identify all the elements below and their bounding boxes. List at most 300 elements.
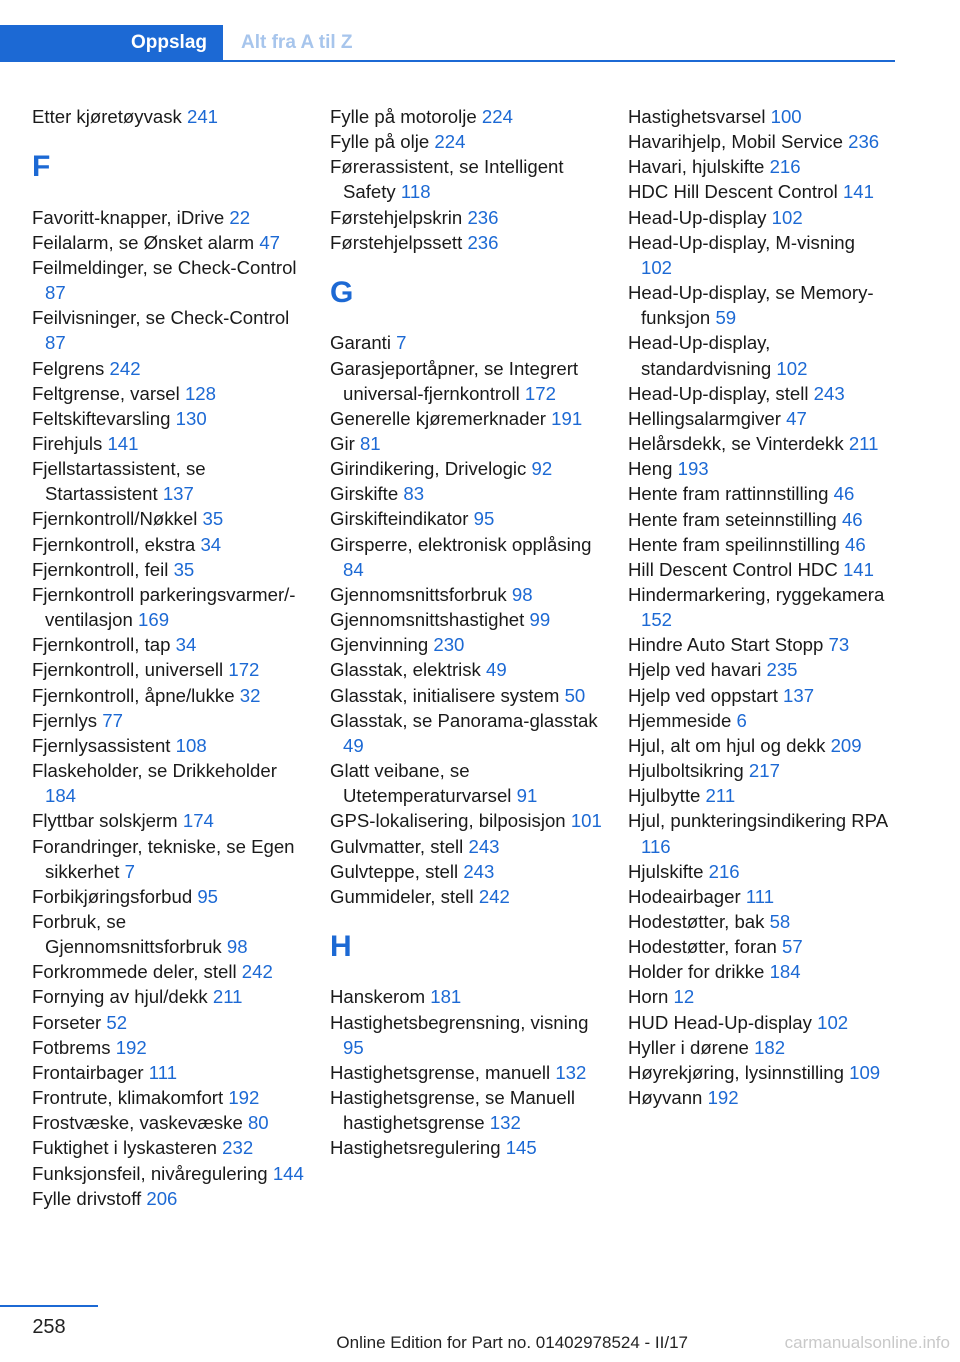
page-reference-link[interactable]: 73 bbox=[828, 634, 850, 656]
page-reference-link[interactable]: 241 bbox=[186, 106, 219, 127]
section-letter: F bbox=[32, 150, 51, 184]
entry-term: Head-Up-display, standardvisning bbox=[628, 332, 772, 379]
index-entry bbox=[32, 884, 307, 909]
page-reference-link[interactable]: 172 bbox=[228, 659, 260, 681]
entry-term: Gummideler, stell bbox=[330, 885, 474, 907]
index-entry bbox=[628, 280, 890, 330]
watermark: carmanualsonline.info bbox=[784, 1333, 950, 1352]
index-column-1 bbox=[32, 104, 307, 1211]
page-reference-link[interactable]: 109 bbox=[849, 1061, 881, 1083]
entry-term: Forbruk, se Gjennomsnittsforbruk bbox=[32, 910, 222, 958]
page-reference-link[interactable]: 102 bbox=[771, 206, 803, 228]
index-entry bbox=[628, 582, 890, 632]
entry-term: Glasstak, se Panorama-glasstak bbox=[330, 709, 598, 731]
index-entry bbox=[628, 381, 890, 406]
entry-term: Fylle på motorolje bbox=[330, 106, 477, 127]
entry-term: Feilalarm, se Ønsket alarm bbox=[32, 231, 255, 253]
index-entry bbox=[32, 1035, 307, 1060]
entry-term: Hastighetsvarsel bbox=[628, 106, 766, 127]
entry-term: Hente fram seteinnstilling bbox=[628, 508, 837, 530]
page-reference-link[interactable]: 50 bbox=[564, 684, 586, 706]
page-reference-link[interactable]: 34 bbox=[200, 533, 222, 555]
index-entry bbox=[32, 381, 307, 406]
entry-term: Girskifteindikator bbox=[330, 508, 469, 530]
index-entry bbox=[330, 607, 605, 632]
index-entry bbox=[32, 406, 307, 431]
index-entry bbox=[330, 205, 605, 230]
page-reference-link[interactable]: 81 bbox=[359, 433, 381, 454]
index-entry bbox=[330, 154, 605, 204]
entry-term: Forbikjøringsforbud bbox=[32, 885, 193, 907]
page-reference-link[interactable]: 206 bbox=[146, 1187, 178, 1209]
page-reference-link[interactable]: 46 bbox=[845, 533, 866, 555]
entry-term: Hastighetsgrense, se Manuell hastighetsgrense bbox=[330, 1087, 575, 1134]
page-reference-link[interactable]: 35 bbox=[202, 508, 224, 530]
page-reference-link[interactable]: 141 bbox=[107, 433, 139, 454]
entry-term: Head-Up-display bbox=[628, 206, 767, 228]
entry-term: Head-Up-display, M-visning bbox=[628, 231, 855, 253]
index-entry bbox=[628, 657, 890, 682]
entry-term: Girskifte bbox=[330, 483, 399, 505]
page-reference-link[interactable]: 58 bbox=[769, 911, 791, 932]
index-entry bbox=[330, 984, 605, 1009]
entry-term: Hodestøtter, foran bbox=[628, 936, 777, 958]
entry-term: Gulvmatter, stell bbox=[330, 835, 464, 857]
entry-term: Funksjonsfeil, nivåregulering bbox=[32, 1162, 268, 1184]
index-entry bbox=[330, 506, 605, 531]
index-entry bbox=[32, 1161, 307, 1186]
index-entry bbox=[628, 431, 890, 456]
entry-term: Fornying av hjul/dekk bbox=[32, 986, 208, 1008]
entry-term: HUD Head-Up-display bbox=[628, 1011, 812, 1033]
entry-term: Høyvann bbox=[628, 1087, 703, 1109]
index-entry bbox=[32, 356, 307, 381]
page-reference-link[interactable]: 211 bbox=[705, 785, 736, 807]
entry-term: Hente fram rattinnstilling bbox=[628, 483, 829, 505]
entry-term: Fjellstartassistent, se Startassistent bbox=[32, 458, 206, 505]
entry-term: Hanskerom bbox=[330, 986, 426, 1008]
index-entry bbox=[32, 205, 307, 230]
entry-term: Flyttbar solskjerm bbox=[32, 810, 178, 832]
page-reference-link[interactable]: 102 bbox=[641, 256, 673, 278]
edition-note: Online Edition for Part no. 01402978524 - II/17 bbox=[336, 1333, 688, 1352]
entry-term: Flaskeholder, se Drikkeholder bbox=[32, 760, 277, 782]
entry-term: Gulvteppe, stell bbox=[330, 860, 459, 882]
index-entry bbox=[628, 1035, 890, 1060]
index-entry bbox=[330, 884, 605, 909]
index-entry bbox=[628, 154, 890, 179]
index-entry bbox=[628, 783, 890, 808]
entry-term: Fjernkontroll, feil bbox=[32, 558, 169, 580]
page-reference-link[interactable]: 216 bbox=[769, 156, 801, 178]
page-reference-link[interactable]: 46 bbox=[833, 483, 855, 505]
page-reference-link[interactable]: 57 bbox=[782, 936, 803, 958]
page-reference-link[interactable]: 174 bbox=[182, 810, 214, 832]
page-reference-link[interactable]: 224 bbox=[434, 131, 466, 153]
entry-term: Frontrute, klimakomfort bbox=[32, 1087, 224, 1109]
entry-term: Felgrens bbox=[32, 357, 105, 379]
index-entry bbox=[628, 532, 890, 557]
page-reference-link[interactable]: 144 bbox=[272, 1162, 304, 1184]
page-reference-link[interactable]: 108 bbox=[175, 734, 207, 756]
entry-term: Garanti bbox=[330, 332, 391, 354]
entry-term: Hyller i dørene bbox=[628, 1036, 749, 1058]
page-reference-link[interactable]: 130 bbox=[175, 407, 207, 429]
index-entry bbox=[32, 1010, 307, 1035]
index-entry bbox=[628, 708, 890, 733]
page-reference-link[interactable]: 111 bbox=[148, 1061, 178, 1083]
tab-alt-fra-a-til-z[interactable]: Alt fra A til Z bbox=[241, 32, 353, 53]
entry-term: Head-Up-display, stell bbox=[628, 382, 809, 404]
index-entry bbox=[32, 984, 307, 1009]
index-entry bbox=[32, 582, 307, 632]
footer-divider bbox=[0, 1305, 98, 1307]
index-entry bbox=[628, 205, 890, 230]
page-reference-link[interactable]: 141 bbox=[842, 558, 874, 580]
page-reference-link[interactable]: 22 bbox=[229, 206, 251, 228]
page-reference-link[interactable]: 47 bbox=[259, 231, 281, 253]
page-reference-link[interactable]: 235 bbox=[766, 659, 798, 681]
entry-term: Feltgrense, varsel bbox=[32, 382, 180, 404]
page-reference-link[interactable]: 243 bbox=[813, 382, 845, 404]
entry-term: Fjernkontroll parkeringsvarmer/-ventilasjon bbox=[32, 583, 296, 631]
page-reference-link[interactable]: 32 bbox=[239, 684, 261, 706]
entry-term: Generelle kjøremerknader bbox=[330, 407, 546, 429]
entry-term: Gjennomsnittsforbruk bbox=[330, 583, 507, 605]
page-reference-link[interactable]: 100 bbox=[770, 106, 802, 127]
page-reference-link[interactable]: 95 bbox=[473, 508, 495, 530]
page-reference-link[interactable]: 209 bbox=[830, 734, 862, 756]
entry-term: Førstehjelpssett bbox=[330, 231, 463, 253]
entry-term: Fjernkontroll, åpne/lukke bbox=[32, 684, 235, 706]
entry-term: Hodestøtter, bak bbox=[628, 911, 765, 932]
page-reference-link[interactable]: 172 bbox=[524, 382, 556, 404]
index-entry bbox=[330, 708, 605, 758]
index-entry bbox=[628, 733, 890, 758]
page-reference-link[interactable]: 137 bbox=[162, 483, 194, 505]
index-entry bbox=[330, 859, 605, 884]
index-entry bbox=[330, 129, 605, 154]
page-reference-link[interactable]: 243 bbox=[463, 860, 495, 882]
page-reference-link[interactable]: 99 bbox=[529, 609, 551, 631]
entry-term: Hindermarkering, ryggekamera bbox=[628, 583, 885, 605]
page-reference-link[interactable]: 118 bbox=[400, 181, 431, 203]
entry-term: Hindre Auto Start Stopp bbox=[628, 634, 824, 656]
page-reference-link[interactable]: 137 bbox=[783, 684, 815, 706]
entry-term: Frostvæske, vaskevæske bbox=[32, 1112, 243, 1134]
page-reference-link[interactable]: 141 bbox=[842, 181, 874, 203]
entry-term: Fuktighet i lyskasteren bbox=[32, 1137, 217, 1159]
entry-term: Fjernkontroll/Nøkkel bbox=[32, 508, 198, 530]
index-entry bbox=[32, 834, 307, 884]
page-reference-link[interactable]: 242 bbox=[109, 357, 141, 379]
index-entry bbox=[330, 1010, 605, 1060]
entry-term: Fjernlysassistent bbox=[32, 734, 171, 756]
entry-term: Hill Descent Control HDC bbox=[628, 558, 838, 580]
page-reference-link[interactable]: 216 bbox=[708, 860, 740, 882]
page-reference-link[interactable]: 84 bbox=[343, 558, 364, 580]
index-entry bbox=[628, 984, 890, 1009]
page-reference-link[interactable]: 182 bbox=[754, 1036, 786, 1058]
page-reference-link[interactable]: 7 bbox=[396, 332, 407, 354]
entry-term: HDC Hill Descent Control bbox=[628, 181, 838, 203]
entry-term: Havari, hjulskifte bbox=[628, 156, 765, 178]
index-entry bbox=[32, 532, 307, 557]
index-entry bbox=[330, 657, 605, 682]
page-reference-link[interactable]: 80 bbox=[247, 1112, 269, 1134]
entry-term: Hjelp ved oppstart bbox=[628, 684, 778, 706]
index-entry bbox=[32, 683, 307, 708]
page-reference-link[interactable]: 211 bbox=[212, 986, 243, 1008]
entry-term: Holder for drikke bbox=[628, 961, 765, 983]
page-reference-link[interactable]: 132 bbox=[555, 1061, 587, 1083]
index-entry bbox=[628, 406, 890, 431]
entry-term: Glatt veibane, se Utetemperaturvarsel bbox=[330, 760, 512, 807]
index-entry bbox=[32, 632, 307, 657]
entry-term: Fylle drivstoff bbox=[32, 1187, 142, 1209]
index-entry bbox=[32, 758, 307, 808]
index-entry bbox=[628, 632, 890, 657]
index-entry bbox=[628, 179, 890, 204]
page-reference-link[interactable]: 49 bbox=[486, 659, 507, 681]
page-reference-link[interactable]: 242 bbox=[478, 885, 510, 907]
page-reference-link[interactable]: 193 bbox=[677, 458, 709, 480]
page-reference-link[interactable]: 128 bbox=[184, 382, 216, 404]
index-entry bbox=[32, 1110, 307, 1135]
index-entry bbox=[330, 1060, 605, 1085]
page-reference-link[interactable]: 91 bbox=[516, 785, 538, 807]
index-entry bbox=[330, 104, 605, 129]
index-entry bbox=[330, 1085, 605, 1135]
page-reference-link[interactable]: 98 bbox=[511, 583, 533, 605]
entry-term: Head-Up-display, se Memory-funksjon bbox=[628, 282, 874, 329]
index-entry bbox=[32, 1060, 307, 1085]
page-reference-link[interactable]: 192 bbox=[707, 1087, 739, 1109]
page-reference-link[interactable]: 7 bbox=[124, 860, 135, 882]
page-reference-link[interactable]: 242 bbox=[241, 961, 273, 983]
index-entry bbox=[330, 406, 605, 431]
entry-term: Gjennomsnittshastighet bbox=[330, 609, 525, 631]
entry-term: Feltskiftevarsling bbox=[32, 407, 171, 429]
page-reference-link[interactable]: 169 bbox=[138, 609, 170, 631]
page-reference-link[interactable]: 12 bbox=[673, 986, 695, 1008]
index-entry bbox=[32, 104, 307, 129]
entry-term: Forseter bbox=[32, 1011, 102, 1033]
page-reference-link[interactable]: 132 bbox=[489, 1112, 521, 1134]
page-reference-link[interactable]: 224 bbox=[481, 106, 513, 127]
page-reference-link[interactable]: 181 bbox=[430, 986, 462, 1008]
page-reference-link[interactable]: 211 bbox=[848, 433, 879, 455]
index-entry bbox=[330, 683, 605, 708]
index-entry bbox=[32, 733, 307, 758]
page-reference-link[interactable]: 192 bbox=[228, 1087, 260, 1109]
index-entry bbox=[628, 557, 890, 582]
index-entry bbox=[628, 456, 890, 481]
page-reference-link[interactable]: 52 bbox=[106, 1011, 128, 1033]
entry-term: Fotbrems bbox=[32, 1036, 111, 1058]
entry-term: Hjulskifte bbox=[628, 860, 704, 882]
index-entry bbox=[628, 1085, 890, 1110]
entry-term: Fjernlys bbox=[32, 709, 98, 731]
entry-term: Hjulbytte bbox=[628, 785, 701, 807]
entry-term: Høyrekjøring, lysinnstilling bbox=[628, 1061, 844, 1083]
index-entry bbox=[330, 356, 605, 406]
entry-term: Hjulboltsikring bbox=[628, 760, 744, 782]
page-reference-link[interactable]: 101 bbox=[570, 810, 602, 832]
index-entry bbox=[32, 506, 307, 531]
entry-term: Hente fram speilinnstilling bbox=[628, 533, 840, 555]
section-letter: H bbox=[330, 929, 352, 963]
entry-term: Hjemmeside bbox=[628, 709, 732, 731]
index-entry bbox=[330, 632, 605, 657]
page-reference-link[interactable]: 98 bbox=[226, 936, 248, 958]
index-column-2 bbox=[330, 104, 605, 1161]
entry-term: Forkrommede deler, stell bbox=[32, 961, 237, 983]
page-number: 258 bbox=[32, 1316, 66, 1338]
entry-term: Gjenvinning bbox=[330, 634, 429, 656]
index-entry bbox=[330, 758, 605, 808]
index-entry bbox=[628, 330, 890, 380]
index-entry bbox=[628, 1010, 890, 1035]
index-entry bbox=[32, 808, 307, 833]
page-reference-link[interactable]: 49 bbox=[343, 734, 364, 756]
header-divider bbox=[0, 60, 895, 62]
index-entry bbox=[628, 859, 890, 884]
entry-term: Hjul, alt om hjul og dekk bbox=[628, 734, 826, 756]
page-reference-link[interactable]: 87 bbox=[45, 332, 66, 354]
index-entry bbox=[330, 230, 605, 255]
page-reference-link[interactable]: 184 bbox=[769, 961, 801, 983]
index-entry bbox=[32, 909, 307, 959]
entry-term: Forandringer, tekniske, se Egen sikkerhet bbox=[32, 835, 295, 882]
index-entry bbox=[628, 884, 890, 909]
entry-term: Favoritt-knapper, iDrive bbox=[32, 206, 225, 228]
index-entry bbox=[32, 431, 307, 456]
entry-term: Glasstak, elektrisk bbox=[330, 659, 481, 681]
entry-term: Firehjuls bbox=[32, 433, 103, 454]
index-entry bbox=[330, 1135, 605, 1160]
page-reference-link[interactable]: 87 bbox=[45, 282, 66, 304]
page-reference-link[interactable]: 34 bbox=[175, 634, 197, 656]
page-reference-link[interactable]: 46 bbox=[841, 508, 863, 530]
page-reference-link[interactable]: 236 bbox=[848, 131, 880, 153]
index-entry bbox=[330, 481, 605, 506]
page-reference-link[interactable]: 83 bbox=[403, 483, 425, 505]
entry-term: Hellingsalarmgiver bbox=[628, 407, 781, 429]
page-reference-link[interactable]: 92 bbox=[531, 458, 553, 480]
index-entry bbox=[628, 934, 890, 959]
page-reference-link[interactable]: 236 bbox=[467, 206, 499, 228]
page-reference-link[interactable]: 95 bbox=[197, 885, 219, 907]
index-entry bbox=[32, 305, 307, 355]
index-entry bbox=[32, 456, 307, 506]
entry-term: Gir bbox=[330, 433, 355, 454]
page-reference-link[interactable]: 111 bbox=[745, 885, 775, 907]
page-reference-link[interactable]: 192 bbox=[115, 1036, 147, 1058]
entry-term: Horn bbox=[628, 986, 669, 1008]
page-reference-link[interactable]: 184 bbox=[45, 785, 77, 807]
entry-term: GPS-lokalisering, bilposisjon bbox=[330, 810, 566, 832]
entry-term: Garasjeportåpner, se Integrert universal-fjernkontroll bbox=[330, 357, 579, 404]
index-entry bbox=[32, 657, 307, 682]
page-reference-link[interactable]: 152 bbox=[641, 609, 673, 631]
entry-term: Hodeairbager bbox=[628, 885, 741, 907]
page-reference-link[interactable]: 232 bbox=[222, 1137, 254, 1159]
entry-term: Feilmeldinger, se Check-Control bbox=[32, 256, 297, 278]
index-entry bbox=[330, 532, 605, 582]
index-entry bbox=[628, 808, 890, 858]
page-reference-link[interactable]: 47 bbox=[786, 407, 807, 429]
index-entry bbox=[628, 104, 890, 129]
index-entry bbox=[32, 230, 307, 255]
entry-term: Etter kjøretøyvask bbox=[32, 106, 182, 127]
index-entry bbox=[330, 431, 605, 456]
index-entry bbox=[32, 708, 307, 733]
section-letter: G bbox=[330, 275, 354, 309]
header-tab-bar bbox=[0, 25, 895, 62]
entry-term: Fjernkontroll, ekstra bbox=[32, 533, 196, 555]
page-reference-link[interactable]: 243 bbox=[468, 835, 500, 857]
page-reference-link[interactable]: 77 bbox=[102, 709, 123, 731]
entry-term: Havarihjelp, Mobil Service bbox=[628, 131, 843, 153]
index-column-3 bbox=[628, 104, 890, 1110]
entry-term: Feilvisninger, se Check-Control bbox=[32, 307, 290, 329]
index-entry bbox=[330, 834, 605, 859]
index-entry bbox=[330, 582, 605, 607]
index-entry bbox=[628, 129, 890, 154]
entry-term: Heng bbox=[628, 458, 673, 480]
entry-term: Førstehjelpskrin bbox=[330, 206, 463, 228]
entry-term: Hastighetsbegrensning, visning bbox=[330, 1011, 589, 1033]
index-entry bbox=[32, 1186, 307, 1211]
page-reference-link[interactable]: 217 bbox=[748, 760, 780, 782]
entry-term: Frontairbager bbox=[32, 1061, 144, 1083]
entry-term: Girsperre, elektronisk opplåsing bbox=[330, 533, 592, 555]
index-entry bbox=[628, 683, 890, 708]
tab-oppslag[interactable]: Oppslag bbox=[0, 25, 223, 60]
page-reference-link[interactable]: 102 bbox=[817, 1011, 849, 1033]
index-entry bbox=[628, 1060, 890, 1085]
page-reference-link[interactable]: 6 bbox=[736, 709, 747, 731]
index-entry bbox=[628, 909, 890, 934]
page-reference-link[interactable]: 191 bbox=[551, 407, 583, 429]
page-reference-link[interactable]: 116 bbox=[641, 835, 671, 857]
page-reference-link[interactable]: 145 bbox=[505, 1137, 537, 1159]
index-entry bbox=[628, 507, 890, 532]
index-entry bbox=[32, 959, 307, 984]
page-reference-link[interactable]: 59 bbox=[715, 307, 737, 329]
index-entry bbox=[32, 1085, 307, 1110]
entry-term: Helårsdekk, se Vinterdekk bbox=[628, 433, 844, 455]
index-entry bbox=[628, 481, 890, 506]
page-reference-link[interactable]: 102 bbox=[776, 357, 808, 379]
page-reference-link[interactable]: 35 bbox=[173, 558, 195, 580]
entry-term: Hjul, punkteringsindikering RPA bbox=[628, 810, 888, 832]
index-entry bbox=[32, 1135, 307, 1160]
entry-term: Fjernkontroll, tap bbox=[32, 634, 171, 656]
index-entry bbox=[330, 456, 605, 481]
entry-term: Hastighetsregulering bbox=[330, 1137, 501, 1159]
index-entry bbox=[330, 808, 605, 833]
index-entry bbox=[32, 557, 307, 582]
index-entry bbox=[32, 255, 307, 305]
page-reference-link[interactable]: 95 bbox=[343, 1036, 364, 1058]
page-reference-link[interactable]: 236 bbox=[467, 231, 499, 253]
page-reference-link[interactable]: 230 bbox=[433, 634, 465, 656]
entry-term: Fylle på olje bbox=[330, 131, 430, 153]
index-entry bbox=[330, 330, 605, 355]
entry-term: Hastighetsgrense, manuell bbox=[330, 1061, 551, 1083]
